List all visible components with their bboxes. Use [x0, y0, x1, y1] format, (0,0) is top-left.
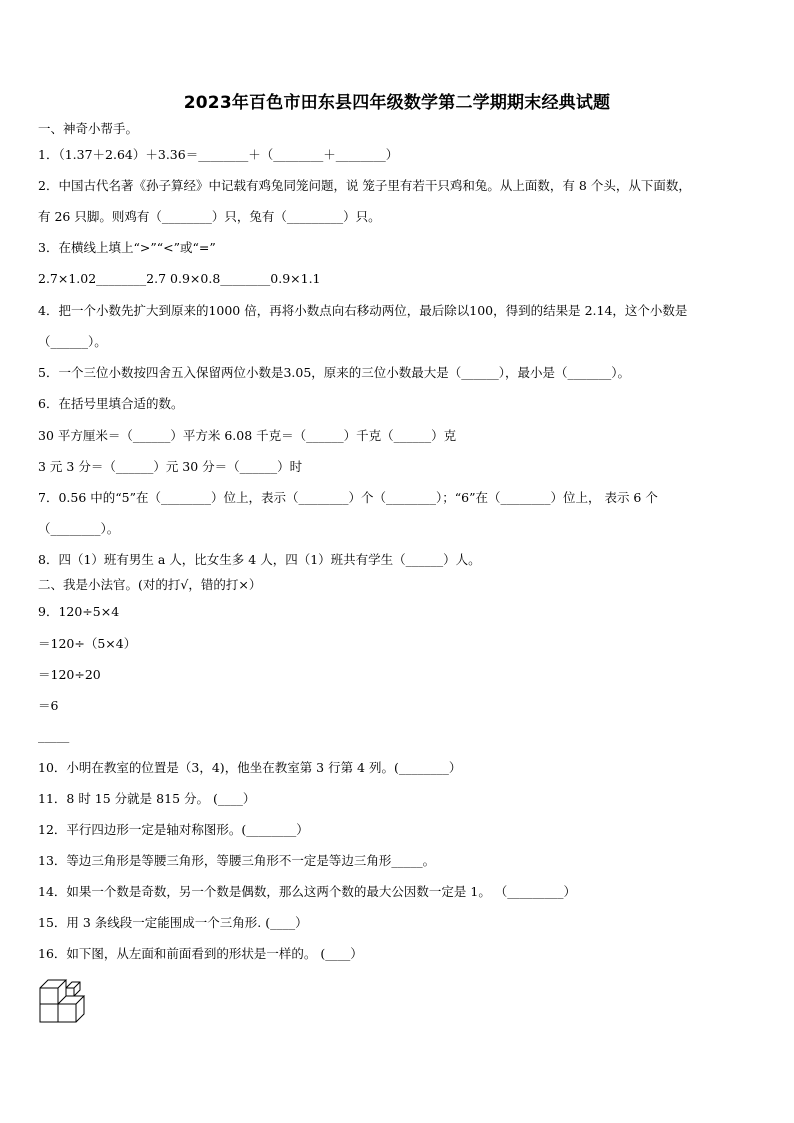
question-6-items-1: 30 平方厘米＝（______）平方米 6.08 千克＝（______）千克（______）克 [38, 428, 457, 443]
question-7-line-2: （________）。 [38, 521, 120, 536]
question-5: 5．一个三位小数按四舍五入保留两位小数是3.05，原来的三位小数最大是（______），最小是（_______）。 [38, 365, 631, 380]
question-6: 6．在括号里填合适的数。 [38, 396, 184, 411]
question-13: 13．等边三角形是等腰三角形，等腰三角形不一定是等边三角形_____。 [38, 853, 436, 868]
cube-stack-figure [38, 974, 90, 1028]
question-8: 8．四（1）班有男生 a 人，比女生多 4 人，四（1）班共有学生（______）人。 [38, 552, 481, 567]
question-4-line-2: （______）。 [38, 334, 107, 349]
question-9-step-3: ＝6 [38, 698, 59, 713]
question-14: 14．如果一个数是奇数，另一个数是偶数，那么这两个数的最大公因数一定是 1。 （_________） [38, 884, 577, 899]
question-12: 12．平行四边形一定是轴对称图形。(________） [38, 822, 309, 837]
section-heading-1: 一、神奇小帮手。 [38, 121, 139, 136]
question-10: 10．小明在教室的位置是（3，4)，他坐在教室第 3 行第 4 列。(________） [38, 760, 462, 775]
question-9-step-2: ＝120÷20 [38, 667, 101, 682]
question-11: 11．8 时 15 分就是 815 分。 (____） [38, 791, 256, 806]
question-9: 9．120÷5×4 [38, 604, 120, 619]
section-heading-2: 二、我是小法官。(对的打√，错的打×） [38, 577, 262, 592]
question-4-line-1: 4．把一个小数先扩大到原来的1000 倍，再将小数点向右移动两位，最后除以100，得到的结果是 2.14，这个小数是 [38, 303, 688, 318]
question-3: 3．在横线上填上“>”“<”或“=” [38, 240, 216, 255]
question-15: 15．用 3 条线段一定能围成一个三角形. (____） [38, 915, 308, 930]
page-title: 2023年百色市田东县四年级数学第二学期期末经典试题 [183, 93, 611, 113]
question-2-line-2: 有 26 只脚。则鸡有（________）只，兔有（_________）只。 [38, 209, 381, 224]
question-2-line-1: 2．中国古代名著《孙子算经》中记载有鸡兔同笼问题，说 笼子里有若干只鸡和兔。从上面数，有 8 个头，从下面数， [38, 178, 691, 193]
question-6-items-2: 3 元 3 分＝（______）元 30 分＝（______）时 [38, 459, 303, 474]
question-9-step-1: ＝120÷（5×4） [38, 636, 137, 651]
question-9-answer-blank: _____ [38, 728, 70, 743]
question-3-items: 2.7×1.02________2.7 0.9×0.8________0.9×1.1 [38, 271, 321, 286]
question-7-line-1: 7．0.56 中的“5”在（________）位上，表示（________）个（________）；“6”在（________）位上， 表示 6 个 [38, 490, 658, 505]
question-1: 1．（1.37＋2.64）＋3.36＝________＋（________＋________） [38, 147, 399, 162]
question-16: 16．如下图，从左面和前面看到的形状是一样的。 (____） [38, 946, 363, 961]
